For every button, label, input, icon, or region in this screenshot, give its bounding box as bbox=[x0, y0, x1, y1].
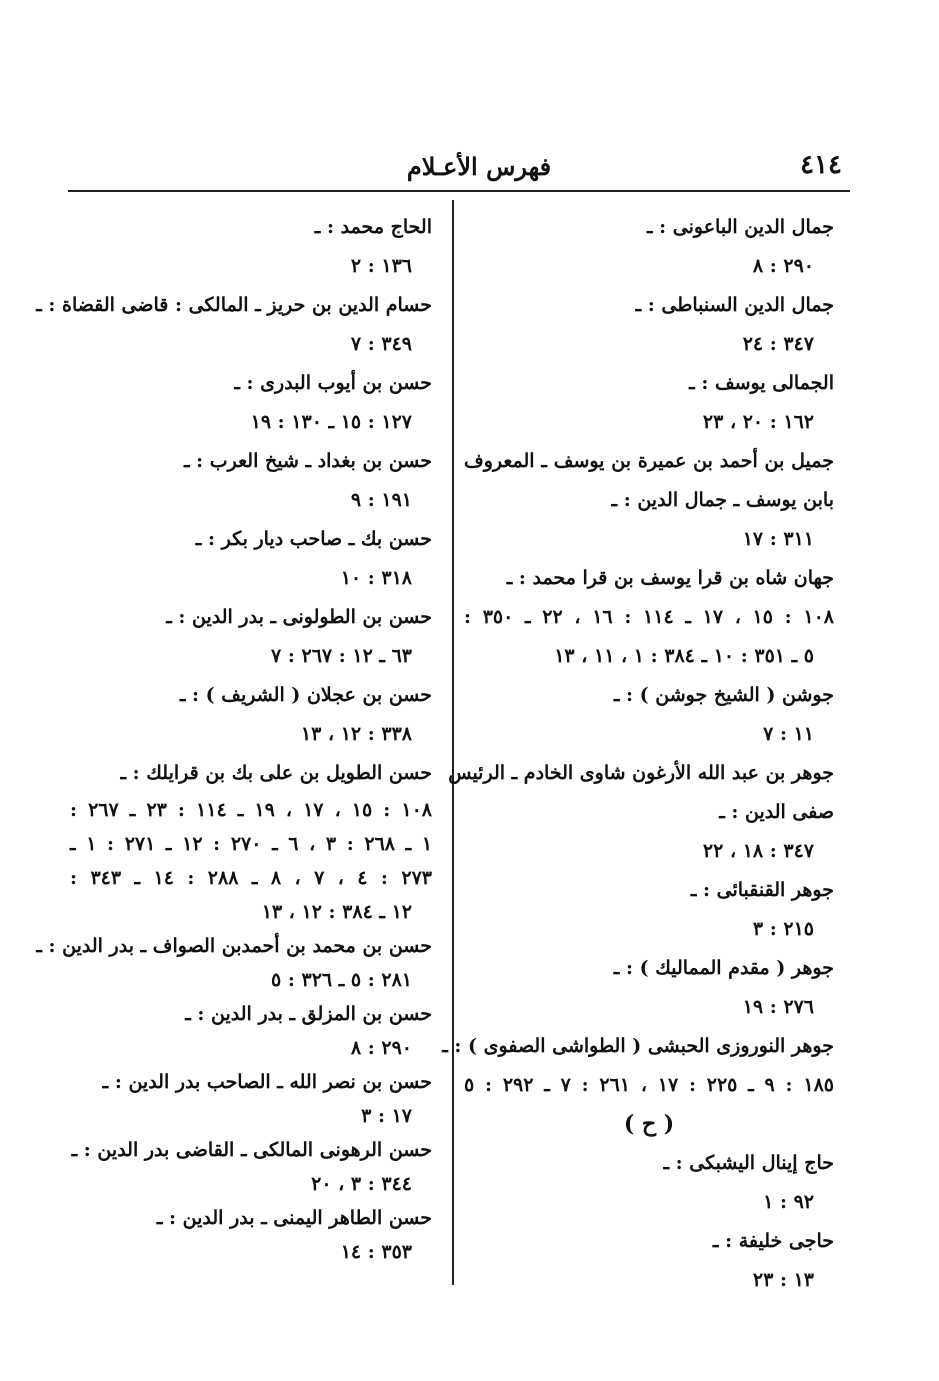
index-entry: بابن يوسف ـ جمال الدين : ـ bbox=[611, 489, 834, 511]
index-entry: جميل بن أحمد بن عميرة بن يوسف ـ المعروف bbox=[464, 450, 834, 472]
index-entry: حسن بن أيوب البدرى : ـ bbox=[234, 372, 432, 394]
header-rule bbox=[68, 190, 850, 192]
index-entry: حسن بن الطولونى ـ بدر الدين : ـ bbox=[166, 606, 432, 628]
index-reference: ٢٩٠ : ٨ bbox=[350, 1037, 412, 1059]
index-entry: حسن بك ـ صاحب ديار بكر : ـ bbox=[195, 528, 432, 550]
index-reference: ١١ : ٧ bbox=[763, 723, 814, 745]
index-reference: ٣٤٤ : ٣ ، ٢٠ bbox=[311, 1173, 412, 1195]
index-reference: ٢١٥ : ٣ bbox=[752, 918, 814, 940]
index-entry: حسن بن عجلان ( الشريف ) : ـ bbox=[179, 684, 432, 706]
index-entry: حسن بن نصر الله ـ الصاحب بدر الدين : ـ bbox=[102, 1071, 432, 1093]
index-entry: جمال الدين السنباطى : ـ bbox=[635, 294, 834, 316]
index-reference: ٦٣ ـ ١٢ : ٢٦٧ : ٧ bbox=[271, 645, 412, 667]
index-reference: ١٣ : ٢٣ bbox=[752, 1269, 814, 1291]
page-number: ٤١٤ bbox=[800, 150, 842, 180]
index-entry: جوهر القنقبائى : ـ bbox=[690, 879, 834, 901]
index-entry: حاج إينال اليشبكى : ـ bbox=[663, 1152, 834, 1174]
index-entry: حسن بن بغداد ـ شيخ العرب : ـ bbox=[183, 450, 432, 472]
index-entry: ١٠٨ : ١٥ ، ١٧ ـ ١١٤ : ١٦ ، ٢٢ ـ ٣٥٠ : bbox=[464, 606, 834, 628]
index-entry: حسن بن المزلق ـ بدر الدين : ـ bbox=[185, 1003, 432, 1025]
index-entry: ١ ـ ٢٦٨ : ٣ ، ٦ ـ ٢٧٠ : ١٢ ـ ٢٧١ : ١ ـ bbox=[70, 833, 433, 855]
index-reference: ٥ ـ ٣٥١ : ١٠ ـ ٣٨٤ : ١ ، ١١ ، ١٣ bbox=[554, 645, 814, 667]
index-reference: ١٩١ : ٩ bbox=[350, 489, 412, 511]
index-entry: جوهر النوروزى الحبشى ( الطواشى الصفوى ) : ـ bbox=[442, 1035, 834, 1057]
index-reference: ٣٣٨ : ١٢ ، ١٣ bbox=[300, 723, 412, 745]
index-reference: ٣٤٩ : ٧ bbox=[350, 333, 412, 355]
index-entry: حسن الرهونى المالكى ـ القاضى بدر الدين : ـ bbox=[71, 1139, 432, 1161]
index-reference: ٣١٨ : ١٠ bbox=[340, 567, 412, 589]
index-reference: ١٢٧ : ١٥ ـ ١٣٠ : ١٩ bbox=[250, 411, 412, 433]
index-entry: ١٠٨ : ١٥ ، ١٧ ، ١٩ ـ ١١٤ : ٢٣ ـ ٢٦٧ : bbox=[70, 799, 432, 821]
index-entry: حسن الطويل بن على بك بن قرايلك : ـ bbox=[120, 762, 432, 784]
index-reference: ٣٤٧ : ١٨ ، ٢٢ bbox=[702, 840, 814, 862]
page-header bbox=[68, 150, 850, 190]
column-divider bbox=[452, 200, 454, 1285]
index-reference: ٢٩٠ : ٨ bbox=[752, 255, 814, 277]
index-reference: ١٧ : ٣ bbox=[361, 1105, 412, 1127]
index-entry: جمال الدين الباعونى : ـ bbox=[646, 216, 834, 238]
index-reference: ٣٤٧ : ٢٤ bbox=[742, 333, 814, 355]
index-reference: ١٢ ـ ٣٨٤ : ١٢ ، ١٣ bbox=[261, 901, 412, 923]
index-column-left bbox=[36, 208, 433, 1269]
index-entry: ١٨٥ : ٩ ـ ٢٢٥ : ١٧ ، ٢٦١ : ٧ ـ ٢٩٢ : ٥ bbox=[464, 1074, 834, 1096]
index-entry: حاجى خليفة : ـ bbox=[712, 1230, 834, 1252]
index-entry: الجمالى يوسف : ـ bbox=[689, 372, 834, 394]
index-entry: حسام الدين بن حريز ـ المالكى : قاضى القضاة : ـ bbox=[36, 294, 432, 316]
index-entry: ٢٧٣ : ٤ ، ٧ ، ٨ ـ ٢٨٨ : ١٤ ـ ٣٤٣ : bbox=[70, 867, 432, 889]
index-entry: جوشن ( الشيخ جوشن ) : ـ bbox=[613, 684, 834, 706]
index-reference: ٣٥٣ : ١٤ bbox=[340, 1241, 412, 1263]
index-entry: صفى الدين : ـ bbox=[719, 801, 834, 823]
index-reference: ٣١١ : ١٧ bbox=[742, 528, 814, 550]
index-reference: ٢٧٦ : ١٩ bbox=[742, 996, 814, 1018]
index-reference: ٩٢ : ١ bbox=[763, 1191, 814, 1213]
index-entry: الحاج محمد : ـ bbox=[314, 216, 432, 238]
index-entry: جهان شاه بن قرا يوسف بن قرا محمد : ـ bbox=[506, 567, 834, 589]
index-entry: جوهر بن عبد الله الأرغون شاوى الخادم ـ الرئيس bbox=[448, 762, 834, 784]
index-reference: ٢٨١ : ٥ ـ ٣٢٦ : ٥ bbox=[271, 969, 412, 991]
index-reference: ١٣٦ : ٢ bbox=[350, 255, 412, 277]
index-reference: ١٦٢ : ٢٠ ، ٢٣ bbox=[702, 411, 814, 433]
index-column-right bbox=[442, 208, 834, 1300]
index-entry: حسن بن محمد بن أحمدبن الصواف ـ بدر الدين : ـ bbox=[36, 935, 432, 957]
section-letter: ( ح ) bbox=[623, 1111, 675, 1137]
index-entry: حسن الطاهر اليمنى ـ بدر الدين : ـ bbox=[156, 1207, 432, 1229]
index-entry: جوهر ( مقدم المماليك ) : ـ bbox=[613, 957, 834, 979]
page-title: فهرس الأعـلام bbox=[406, 152, 552, 181]
